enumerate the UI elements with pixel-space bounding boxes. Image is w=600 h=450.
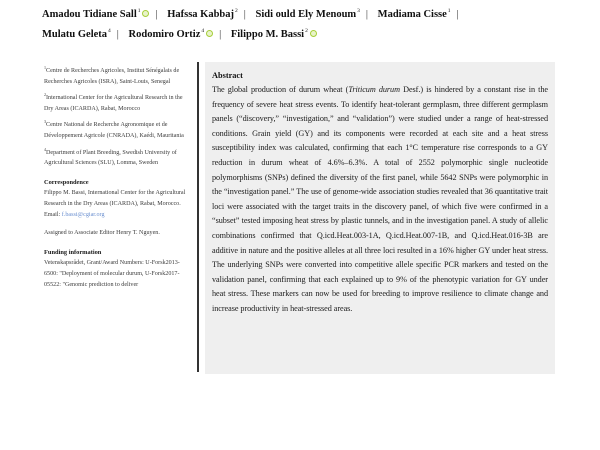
correspondence-text: Filippo M. Bassi, International Center for the Agricultural Research in the Dry Areas (ICARDA), Rabat, Morocco.	[44, 190, 186, 207]
orcid-icon[interactable]	[206, 30, 213, 37]
author-separator: |	[243, 9, 246, 20]
affiliation-3: $^3$Centre National de Recherche Agronomique et de Développement Agricole (CNRADA), Kaédi, Mauritania	[44, 119, 184, 139]
author-separator: |	[219, 29, 222, 40]
author-6[interactable]: Rodomiro Ortiz$^4$	[129, 29, 214, 40]
author-1[interactable]: Amadou Tidiane Sall$^1$	[42, 9, 149, 20]
column-divider	[197, 62, 199, 372]
email-link[interactable]: f.bassi@cgiar.org	[61, 211, 105, 218]
email-label: Email:	[44, 211, 61, 218]
author-3[interactable]: Sidi ould Ely Menoum$^3$	[255, 8, 360, 20]
abstract-text: The global production of durum wheat (Triticum durum Desf.) is hindered by a constant rise in the frequency of severe heat stress events. To identify heat-tolerant germplasm, three different germplasm panels (“discovery,” “investigation,” and “validation”) were studied under a range of heat-stressed conditions. Grain yield (GY) and its components were recorded at each site and a heat stress susceptibility index was calculated, confirming that each 1°C temperature rise corresponds to a GY reduction in durum wheat of 4.6%–6.3%. A total of 2552 polymorphic single nucleotide polymorphisms (SNPs) defined the diversity of the first panel, while 5642 SNPs were polymorphic in the “investigation panel.” The use of genome-wide association studies revealed that 36 quantitative trait loci were associated with the target traits in the discovery panel, of which five were confirmed in a “subset” tested imposing heat stress by plastic tunnels, and in the investigation panel. A study of allelic combinations confirmed that Q.icd.Heat.003-1A, Q.icd.Heat.007-1B, and Q.icd.Heat.016-3B are additive in nature and the positive alleles at all three loci resulted in a 16% higher GY under heat stress. The underlying SNPs were converted into competitive allele specific PCR markers and tested on the validation panel, confirming that each explained up to 9% of the phenotypic variation for GY under heat stress. These markers can now be used for breeding to improve resilience to climate change and increase productivity in heat-stressed areas.	[212, 85, 548, 313]
author-separator: |	[365, 9, 369, 20]
correspondence-email	[44, 210, 192, 221]
funding-text: Vetenskapsrådet, Grant/Award Numbers: U-Forsk2013-6500: "Deployment of molecular durum, U-Forsk2017-05522: "Genomic prediction to deliver	[44, 260, 180, 288]
author-2[interactable]: Hafssa Kabbaj$^2$	[167, 8, 238, 20]
author-list	[42, 3, 572, 43]
author-4[interactable]: Madiama Cisse$^1$	[377, 8, 451, 20]
affiliation-1: $^1$Centre de Recherches Agricoles, Institut Sénégalais de Recherches Agricoles (ISRA), Saint-Louis, Senegal	[44, 65, 180, 85]
author-separator: |	[155, 9, 158, 20]
orcid-icon[interactable]	[142, 10, 149, 17]
article-sidebar	[44, 63, 192, 290]
author-separator: |	[456, 9, 459, 20]
author-separator: |	[116, 29, 119, 40]
funding-heading: Funding information	[44, 248, 102, 256]
affiliation-2: $^2$International Center for the Agricultural Research in the Dry Areas (ICARDA), Rabat, Morocco	[44, 92, 183, 112]
author-7[interactable]: Filippo M. Bassi$^2$	[231, 29, 317, 40]
orcid-icon[interactable]	[310, 30, 317, 37]
correspondence-heading: Correspondence	[44, 178, 89, 186]
assigned-editor: Assigned to Associate Editor Henry T. Nguyen.	[44, 230, 160, 237]
species-name: Triticum durum	[348, 85, 400, 94]
abstract-box	[205, 62, 555, 374]
abstract-heading: Abstract	[212, 71, 243, 80]
author-5[interactable]: Mulatu Geleta$^4$	[42, 28, 111, 40]
affiliation-4: $^4$Department of Plant Breeding, Swedish University of Agricultural Sciences (SLU), Lomma, Sweden	[44, 146, 177, 167]
